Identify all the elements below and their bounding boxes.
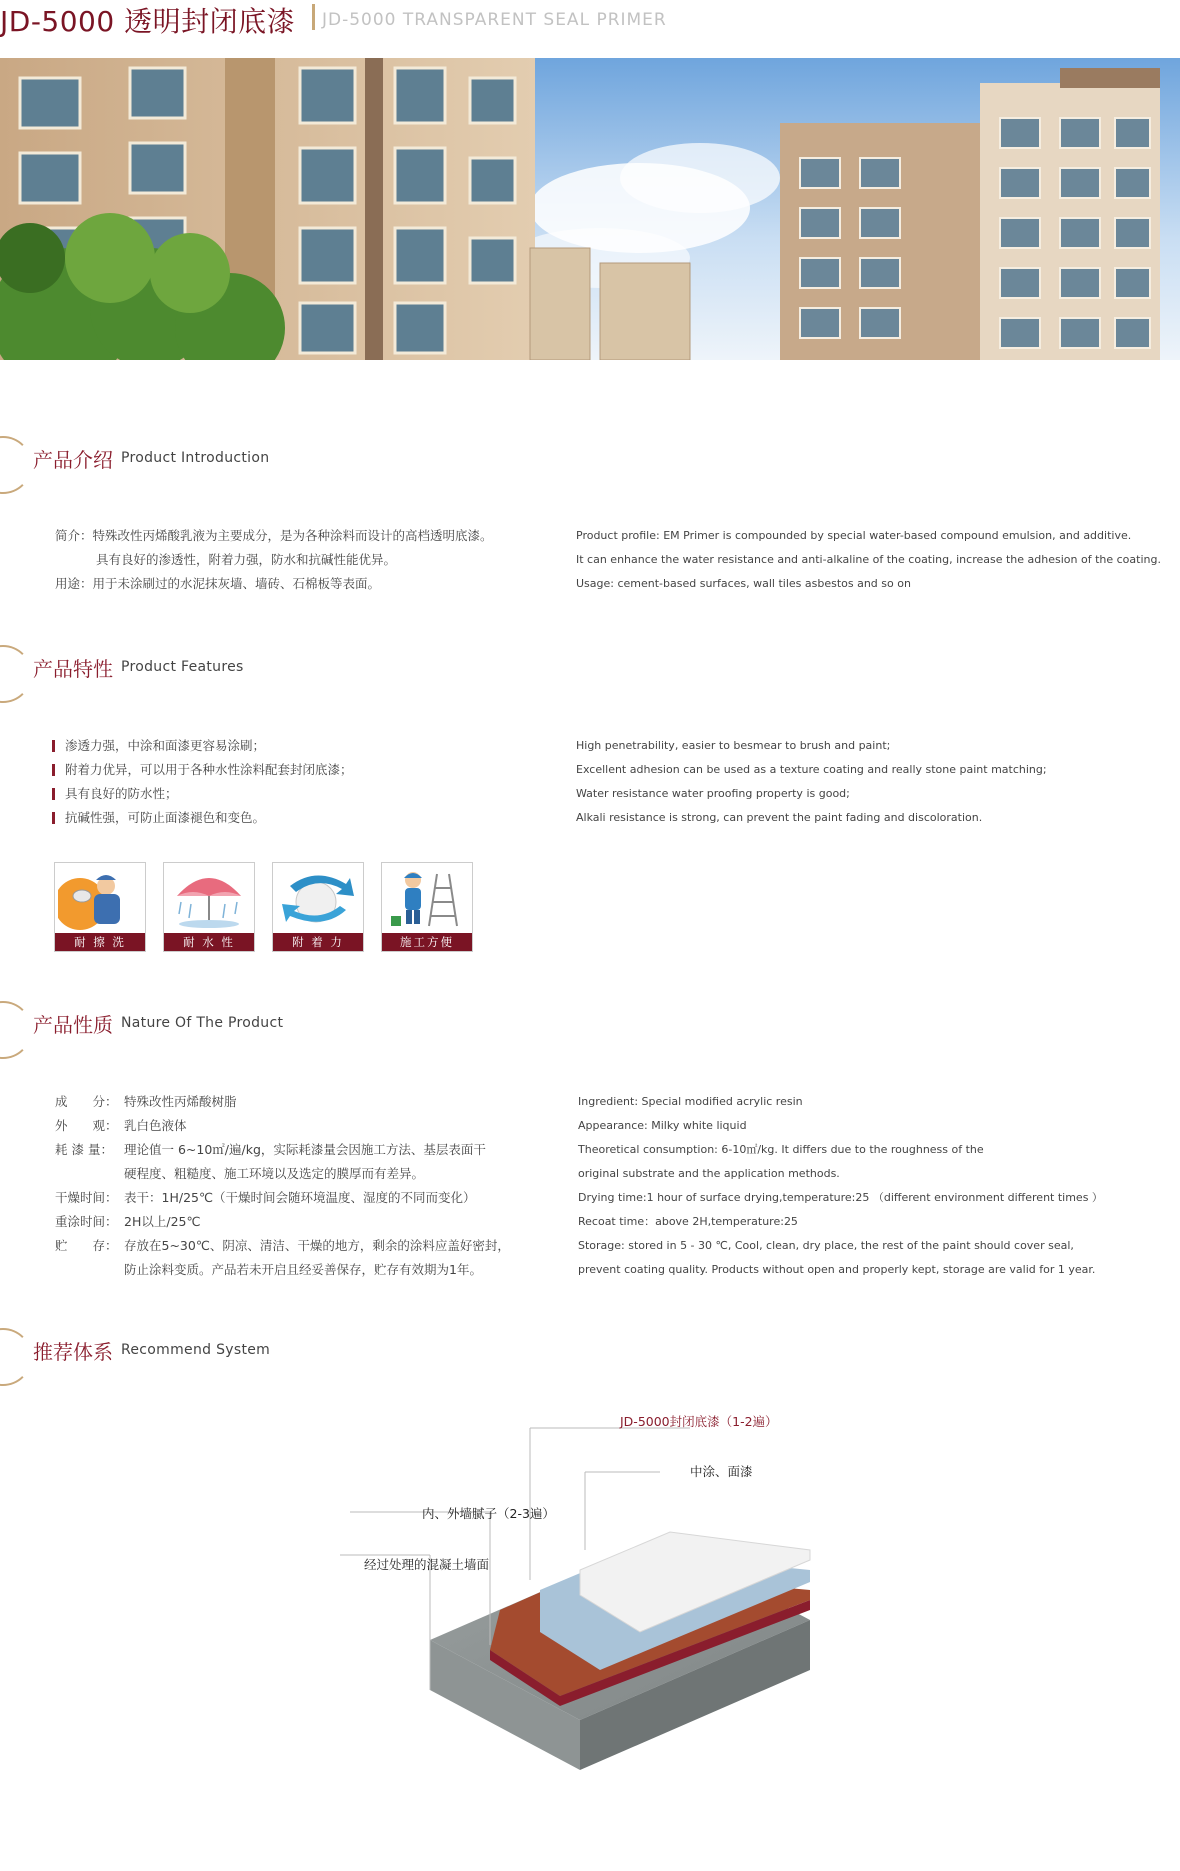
feature-tile-waterproof [163,862,255,952]
nature-cn-key: 成 分： [55,1094,118,1109]
nature-cn-value: 2H以上/25℃ [124,1214,201,1229]
nature-en-line: Theoretical consumption: 6-10㎡/kg. It differs due to the roughness of the [578,1143,984,1156]
page-subtitle: JD-5000 TRANSPARENT SEAL PRIMER [322,10,667,30]
label-primer: JD-5000封闭底漆（1-2遍） [620,1414,778,1429]
feature-item-en: High penetrability, easier to besmear to brush and paint; [576,739,891,752]
intro-en-line-3: Usage: cement-based surfaces, wall tiles asbestos and so on [576,577,911,590]
coating-layers-diagram [340,1420,840,1780]
heading-en: Product Introduction [121,450,270,466]
heading-cn: 产品特性 [33,657,113,681]
heading-en: Nature Of The Product [121,1015,284,1031]
nature-cn-value: 存放在5~30℃、阴凉、清洁、干燥的地方，剩余的涂料应盖好密封， [124,1238,510,1253]
section-heading-features [0,645,400,705]
feature-tile-easy-apply [381,862,473,952]
nature-en-line: Ingredient: Special modified acrylic resin [578,1095,803,1108]
feature-item: 具有良好的防水性； [52,782,353,806]
feature-tile-label: 耐 擦 洗 [55,933,145,951]
nature-en-list [578,1090,1103,1282]
feature-tile-adhesion [272,862,364,952]
heading-cn: 产品性质 [33,1013,113,1037]
feature-item: 渗透力强，中涂和面漆更容易涂刷； [52,734,353,758]
section-heading-system [0,1328,400,1388]
page-title: JD-5000 透明封闭底漆 [0,5,296,38]
intro-cn-line-1: 简介：特殊改性丙烯酸乳液为主要成分，是为各种涂料而设计的高档透明底漆。 [55,528,493,543]
banner-image [0,58,1180,360]
nature-cn-key: 外 观： [55,1118,118,1133]
feature-tile-label: 施工方便 [382,933,472,951]
nature-cn-value: 防止涂料变质。产品若未开启且经妥善保存，贮存有效期为1年。 [124,1262,482,1277]
banner-buildings-illustration [0,58,1180,360]
section-heading-intro [0,436,400,496]
features-cn-list [52,734,353,830]
feature-item-en: Water resistance water proofing property is good; [576,787,850,800]
intro-en-line-2: It can enhance the water resistance and anti-alkaline of the coating, increase the adhesion of the coating. [576,553,1161,566]
nature-cn-key: 贮 存： [55,1238,118,1253]
features-en-list [576,734,1047,830]
nature-en-line: Recoat time：above 2H,temperature:25 [578,1215,798,1228]
nature-en-line: Drying time:1 hour of surface drying,temperature:25 （different environment different times ） [578,1191,1103,1204]
heading-cn: 产品介绍 [33,448,113,472]
feature-tile-scrub [54,862,146,952]
feature-item-en: Excellent adhesion can be used as a texture coating and really stone paint matching; [576,763,1047,776]
label-topcoat: 中涂、面漆 [690,1464,753,1479]
label-concrete: 经过处理的混凝土墙面 [364,1557,490,1572]
nature-cn-value: 特殊改性丙烯酸树脂 [124,1094,237,1109]
nature-cn-value: 理论值一 6~10㎡/遍/kg，实际耗漆量会因施工方法、基层表面干 [124,1142,486,1157]
nature-en-line: Storage: stored in 5 - 30 ℃, Cool, clean, dry place, the rest of the paint should cover seal, [578,1239,1074,1252]
feature-item-en: Alkali resistance is strong, can prevent the paint fading and discoloration. [576,811,983,824]
heading-arc-decoration [0,1328,32,1386]
feature-item: 抗碱性强，可防止面漆褪色和变色。 [52,806,353,830]
sphere-arrow-icon [276,866,360,930]
heading-arc-decoration [0,1001,32,1059]
nature-cn-value: 硬程度、粗糙度、施工环境以及选定的膜厚而有差异。 [124,1166,425,1181]
section-heading-nature [0,1001,400,1061]
nature-en-line: Appearance: Milky white liquid [578,1119,747,1132]
heading-arc-decoration [0,645,32,703]
feature-tile-label: 附 着 力 [273,933,363,951]
painter-ladder-icon [385,866,469,930]
nature-cn-value: 表干：1H/25℃（干燥时间会随环境温度、湿度的不同而变化） [124,1190,476,1205]
label-putty: 内、外墙腻子（2-3遍） [422,1506,555,1521]
nature-cn-key: 耗 漆 量： [55,1142,113,1157]
title-divider [312,4,315,30]
nature-cn-key: 干燥时间： [55,1190,118,1205]
intro-en-line-1: Product profile: EM Primer is compounded by special water-based compound emulsion, and additive. [576,529,1132,542]
heading-cn: 推荐体系 [33,1340,113,1364]
nature-cn-value: 乳白色液体 [124,1118,187,1133]
heading-en: Recommend System [121,1342,271,1358]
heading-arc-decoration [0,436,32,494]
intro-cn-line-2: 具有良好的渗透性，附着力强，防水和抗碱性能优异。 [96,552,397,567]
feature-tile-label: 耐 水 性 [164,933,254,951]
heading-en: Product Features [121,659,244,675]
nature-cn-key: 重涂时间： [55,1214,118,1229]
feature-item: 附着力优异，可以用于各种水性涂料配套封闭底漆； [52,758,353,782]
nature-en-line: prevent coating quality. Products without open and properly kept, storage are valid for 1 year. [578,1263,1096,1276]
intro-cn-line-3: 用途：用于未涂刷过的水泥抹灰墙、墙砖、石棉板等表面。 [55,576,381,591]
umbrella-icon [167,866,251,930]
nature-en-line: original substrate and the application methods. [578,1167,840,1180]
cleaning-worker-icon [58,866,142,930]
